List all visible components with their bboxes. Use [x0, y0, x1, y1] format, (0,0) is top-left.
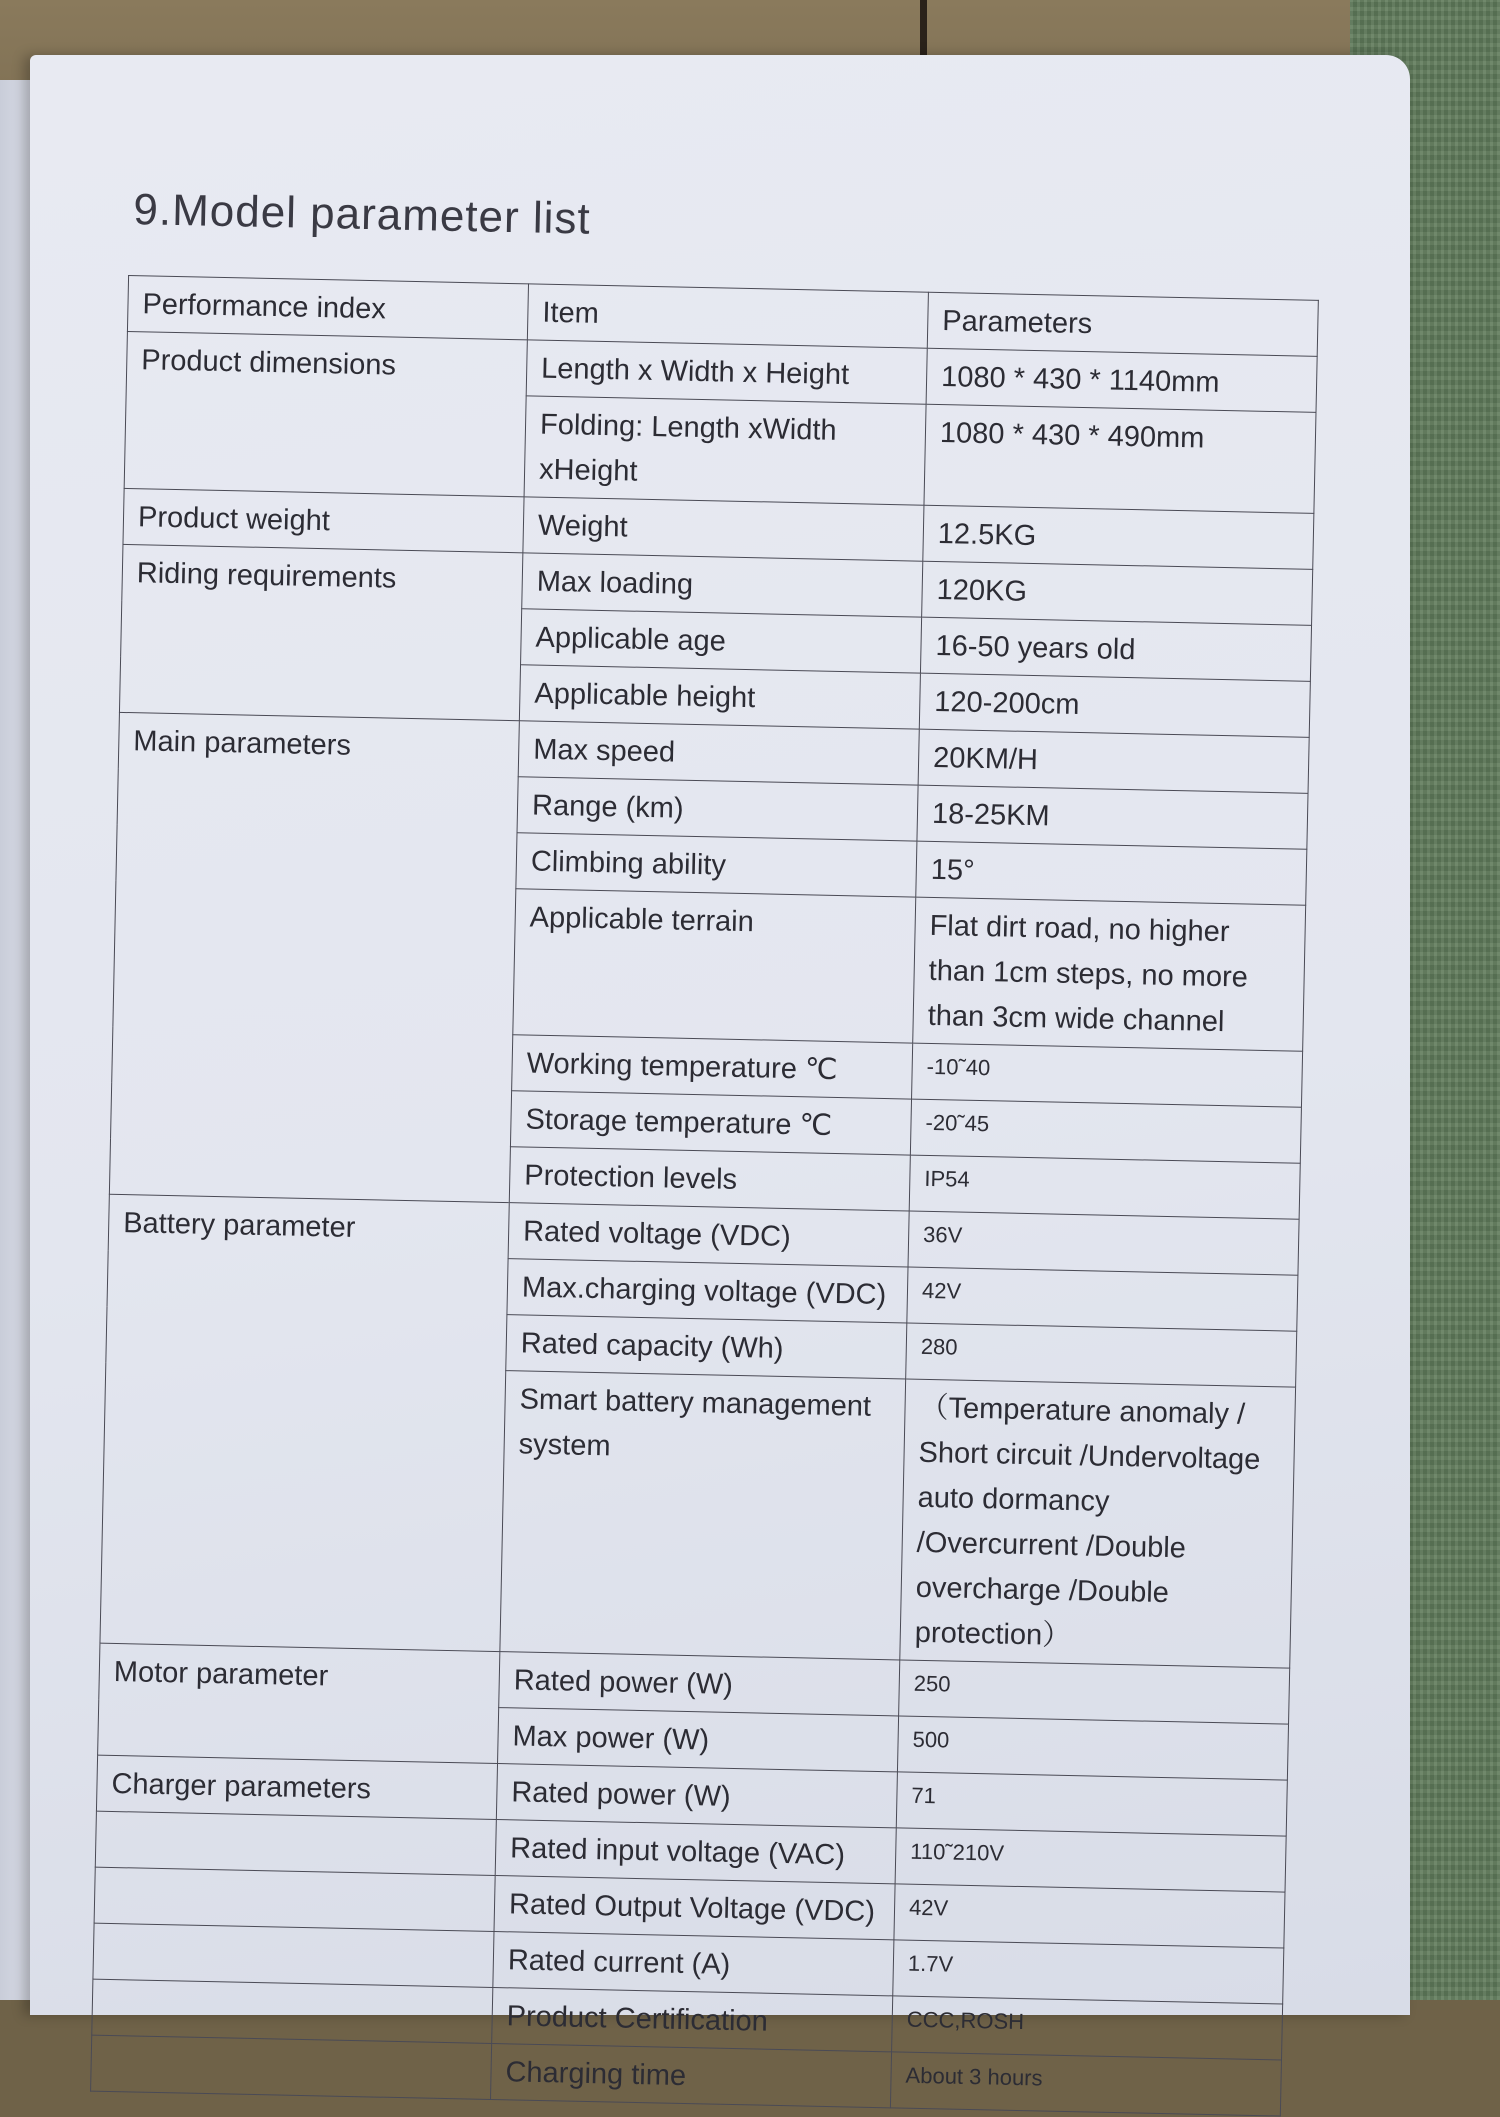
header-item: Item: [527, 284, 928, 348]
parameter-cell: -20˜45: [910, 1099, 1301, 1163]
parameter-cell: 15°: [916, 841, 1307, 905]
performance-index-cell: Motor parameter: [98, 1643, 500, 1763]
page-title: 9.Model parameter list: [132, 185, 592, 244]
item-cell: Rated capacity (Wh): [506, 1315, 907, 1379]
item-cell: Climbing ability: [516, 833, 917, 897]
item-cell: Rated power (W): [499, 1652, 900, 1716]
parameter-cell: （Temperature anomaly / Short circuit /Undervoltage auto dormancy /Overcurrent /Double overcharge /Double protection）: [900, 1379, 1296, 1668]
table-body: [91, 331, 1318, 2116]
performance-index-cell: Battery parameter: [100, 1194, 509, 1651]
item-cell: Rated Output Voltage (VDC): [494, 1876, 895, 1940]
item-cell: Max loading: [522, 553, 923, 617]
item-cell: Protection levels: [509, 1147, 910, 1211]
parameter-cell: -10˜40: [912, 1043, 1303, 1107]
parameter-cell: IP54: [909, 1155, 1300, 1219]
item-cell: Max speed: [518, 721, 919, 785]
performance-index-cell: [91, 2035, 492, 2099]
header-performance-index: Performance index: [127, 275, 528, 339]
performance-index-cell: Product dimensions: [124, 331, 527, 496]
parameter-cell: 36V: [908, 1211, 1299, 1275]
performance-index-cell: [93, 1923, 494, 1987]
parameter-cell: 18-25KM: [917, 785, 1308, 849]
parameter-cell: 42V: [907, 1267, 1298, 1331]
item-cell: Product Certification: [492, 1987, 893, 2051]
item-cell: Rated current (A): [493, 1932, 894, 1996]
performance-index-cell: [95, 1811, 496, 1875]
parameter-cell: 500: [897, 1716, 1288, 1780]
item-cell: Rated power (W): [496, 1764, 897, 1828]
item-cell: Applicable age: [521, 609, 922, 673]
item-cell: Max power (W): [498, 1708, 899, 1772]
parameter-cell: 1080 * 430 * 490mm: [924, 404, 1316, 513]
performance-index-cell: Product weight: [123, 488, 524, 552]
parameter-cell: 280: [906, 1323, 1297, 1387]
item-cell: Applicable height: [519, 665, 920, 729]
item-cell: Range (km): [517, 777, 918, 841]
parameter-cell: 120KG: [922, 561, 1313, 625]
parameter-cell: 250: [899, 1660, 1290, 1724]
parameter-cell: 16-50 years old: [920, 617, 1311, 681]
item-cell: Storage temperature ℃: [510, 1091, 911, 1155]
performance-index-cell: [92, 1979, 493, 2043]
parameter-cell: 42V: [894, 1884, 1285, 1948]
performance-index-cell: Charger parameters: [96, 1755, 497, 1819]
item-cell: Rated voltage (VDC): [508, 1203, 909, 1267]
parameter-cell: Flat dirt road, no higher than 1cm steps, no more than 3cm wide channel: [913, 897, 1306, 1051]
parameter-cell: 1.7V: [893, 1940, 1284, 2004]
parameter-cell: CCC,ROSH: [892, 1996, 1283, 2060]
parameter-table: [90, 275, 1319, 2117]
page-content: [90, 185, 1350, 2117]
parameter-cell: 12.5KG: [923, 505, 1314, 569]
performance-index-cell: [94, 1867, 495, 1931]
parameter-cell: 110˜210V: [895, 1828, 1286, 1892]
item-cell: Max.charging voltage (VDC): [507, 1259, 908, 1323]
performance-index-cell: Riding requirements: [119, 544, 522, 720]
item-cell: Charging time: [490, 2043, 891, 2107]
item-cell: Working temperature ℃: [512, 1035, 913, 1099]
header-parameters: Parameters: [927, 292, 1318, 356]
item-cell: Weight: [523, 497, 924, 561]
parameter-cell: 71: [896, 1772, 1287, 1836]
item-cell: Folding: Length xWidth xHeight: [524, 396, 926, 505]
item-cell: Length x Width x Height: [526, 340, 927, 404]
parameter-cell: 1080 * 430 * 1140mm: [926, 348, 1317, 412]
item-cell: Applicable terrain: [513, 889, 916, 1043]
performance-index-cell: Main parameters: [109, 712, 519, 1202]
item-cell: Smart battery management system: [500, 1371, 906, 1660]
parameter-cell: 120-200cm: [919, 673, 1310, 737]
item-cell: Rated input voltage (VAC): [495, 1820, 896, 1884]
parameter-cell: About 3 hours: [890, 2052, 1281, 2116]
parameter-cell: 20KM/H: [918, 729, 1309, 793]
